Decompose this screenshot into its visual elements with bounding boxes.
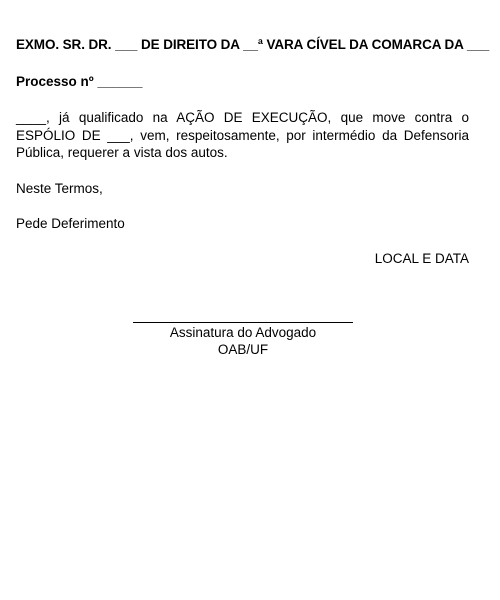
signature-name: Assinatura do Advogado [169,325,317,340]
document-body-paragraph: ____, já qualificado na AÇÃO DE EXECUÇÃO, que move contra o ESPÓLIO DE ___, vem, respeitosamente, por intermédio da Defensoria Pública, requerer a vista dos autos. [16,110,469,160]
legal-document [16,0,490,600]
process-number-label: Processo nº ______ [16,74,143,89]
closing-phrase: Neste Termos, [16,181,103,196]
request-phrase: Pede Deferimento [16,216,125,231]
signature-registration: OAB/UF [217,342,269,357]
place-and-date: LOCAL E DATA [374,251,469,266]
signature-line [133,322,353,323]
signature-block [133,322,353,358]
document-heading: EXMO. SR. DR. ___ DE DIREITO DA __ª VARA CÍVEL DA COMARCA DA ___ [16,37,490,52]
